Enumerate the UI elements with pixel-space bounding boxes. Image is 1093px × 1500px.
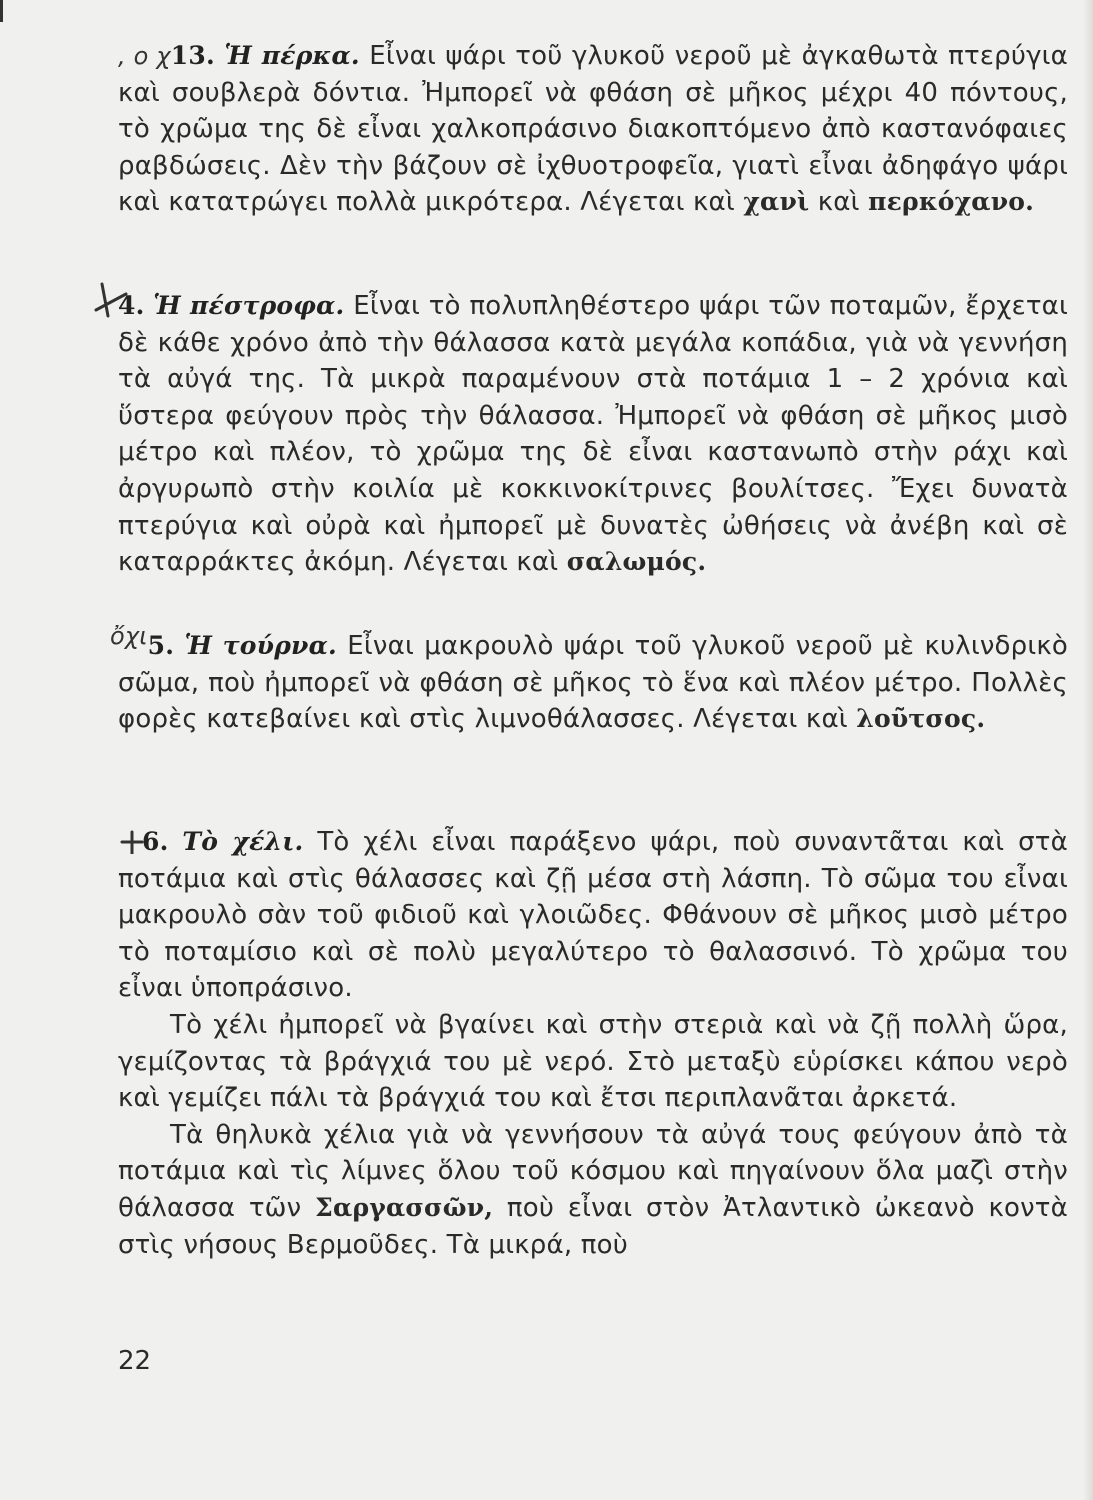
section-number: 13. [170, 41, 215, 70]
section-text: Εἶναι μακρουλὸ ψάρι τοῦ γλυκοῦ νεροῦ μὲ κυλινδρικὸ σῶμα, ποὺ ἠμπορεῖ νὰ φθάση σὲ μῆκος τὸ ἕνα καὶ πλέον μέτρο. Πολλὲς φορὲς κατεβαίνει καὶ στὶς λιμνοθάλασσες. Λέγεται καὶ [118, 631, 1068, 735]
section-heli [118, 824, 1068, 1263]
page-edge-shade [1083, 0, 1093, 1500]
alias-term: χανὶ [743, 187, 810, 217]
section-pestrofa [118, 288, 1068, 628]
paragraph-text: ποὺ εἶναι στὸν Ἀτλαντικὸ ὠκεανὸ κοντὰ στὶς νήσους Βερμοῦδες. Τὰ μικρά, ποὺ [118, 1192, 1069, 1260]
section-title: Ἡ πέστροφα. [153, 291, 345, 320]
handwritten-mark: ὄχι [110, 622, 148, 650]
paragraph: Τὸ χέλι ἠμπορεῖ νὰ βγαίνει καὶ στὴν στεριὰ καὶ νὰ ζῇ πολλὴ ὥρα, γεμίζοντας τὰ βράγχιά του μὲ νερό. Στὸ μεταξὺ εὑρίσκει κάπου νερὸ καὶ γεμίζει πάλι τὰ βράγχιά του καὶ ἔτσι περιπλανᾶται ἀρκετά. [118, 1009, 1068, 1114]
section-text: Τὸ χέλι εἶναι παράξενο ψάρι, ποὺ συναντᾶται καὶ στὰ ποτάμια καὶ στὶς θάλασσες καὶ ζῇ μέσα στὴ λάσπη. Τὸ σῶμα του εἶναι μακρουλὸ σὰν τοῦ φιδιοῦ καὶ γλοιῶδες. Φθάνουν σὲ μῆκος μισὸ μέτρο τὸ ποταμίσιο καὶ σὲ πολὺ μεγαλύτερο τὸ θαλασσινό. Τὸ χρῶμα του εἶναι ὑποπράσινο. [118, 827, 1068, 1004]
section-number-wrap [118, 288, 145, 325]
paragraph [118, 1117, 1068, 1263]
paragraph [110, 622, 1068, 738]
handwritten-mark: , ο χ [118, 42, 171, 70]
place-name: Σαργασσῶν, [315, 1192, 494, 1222]
section-number: 4. [118, 291, 145, 320]
paragraph-text: Τὰ θηλυκὰ χέλια γιὰ νὰ γεννήσουν τὰ αὐγά τους φεύγουν ἀπὸ τὰ ποτάμια καὶ τὶς λίμνες ὅλου τοῦ κόσμου καὶ πηγαίνουν ὅλα μαζὶ στὴν θάλασσα τῶν [118, 1119, 1068, 1223]
page-edge-mark [0, 0, 3, 22]
handwritten-plus-mark-icon [120, 830, 144, 854]
alias-term: περκόχανο. [868, 187, 1035, 217]
section-tourna [110, 622, 1068, 824]
section-text: Εἶναι τὸ πολυπληθέστερο ψάρι τῶν ποταμῶν, ἔρχεται δὲ κάθε χρόνο ἀπὸ τὴν θάλασσα κατὰ μεγάλα κοπάδια, γιὰ νὰ γεννήση τὰ αὐγά της. Τὰ μικρὰ παραμένουν στὰ ποτάμια 1 – 2 χρόνια καὶ ὕστερα φεύγουν πρὸς τὴν θάλασσα. Ἠμπορεῖ νὰ φθάση σὲ μῆκος μισὸ μέτρο καὶ πλέον, τὸ χρῶμα της δὲ εἶναι καστανωπὸ στὴν ράχι καὶ ἀργυρωπὸ στὴν κοιλία μὲ κοκκινοκίτρινες βουλίτσες. Ἔχει δυνατὰ πτερύγια καὶ οὐρὰ καὶ ἠμπορεῖ μὲ δυνατὲς ὠθήσεις νὰ ἀνέβη καὶ σὲ καταρράκτες ἀκόμη. Λέγεται καὶ [118, 291, 1069, 578]
section-number: 6. [142, 827, 169, 856]
section-title: Ἡ τούρνα. [184, 631, 337, 660]
page-body [110, 38, 1069, 1263]
section-title: Ἡ πέρκα. [224, 41, 360, 70]
page-number: 22 [118, 1346, 152, 1376]
section-number: 5. [147, 631, 175, 660]
alias-term: σαλωμός. [566, 547, 707, 577]
paragraph [118, 38, 1068, 221]
conjunction: καὶ [817, 187, 860, 218]
section-perka [118, 38, 1068, 288]
section-title: Τὸ χέλι. [182, 827, 304, 856]
alias-term: λοῦτσος. [856, 704, 986, 734]
paragraph [118, 824, 1068, 1007]
section-text: Εἶναι ψάρι τοῦ γλυκοῦ νεροῦ μὲ ἀγκαθωτὰ πτερύγια καὶ σουβλερὰ δόντια. Ἠμπορεῖ νὰ φθάση σὲ μῆκος μέχρι 40 πόντους, τὸ χρῶμα της δὲ εἶναι χαλκοπράσινο διακοπτόμενο ἀπὸ καστανόφαιες ραβδώσεις. Δὲν τὴν βάζουν σὲ ἰχθυοτροφεῖα, γιατὶ εἶναι ἀδηφάγο ψάρι καὶ κατατρώγει πολλὰ μικρότερα. Λέγεται καὶ [118, 41, 1069, 218]
handwritten-x-mark-icon [94, 280, 128, 320]
paragraph [118, 288, 1068, 581]
section-number-wrap [142, 824, 169, 861]
